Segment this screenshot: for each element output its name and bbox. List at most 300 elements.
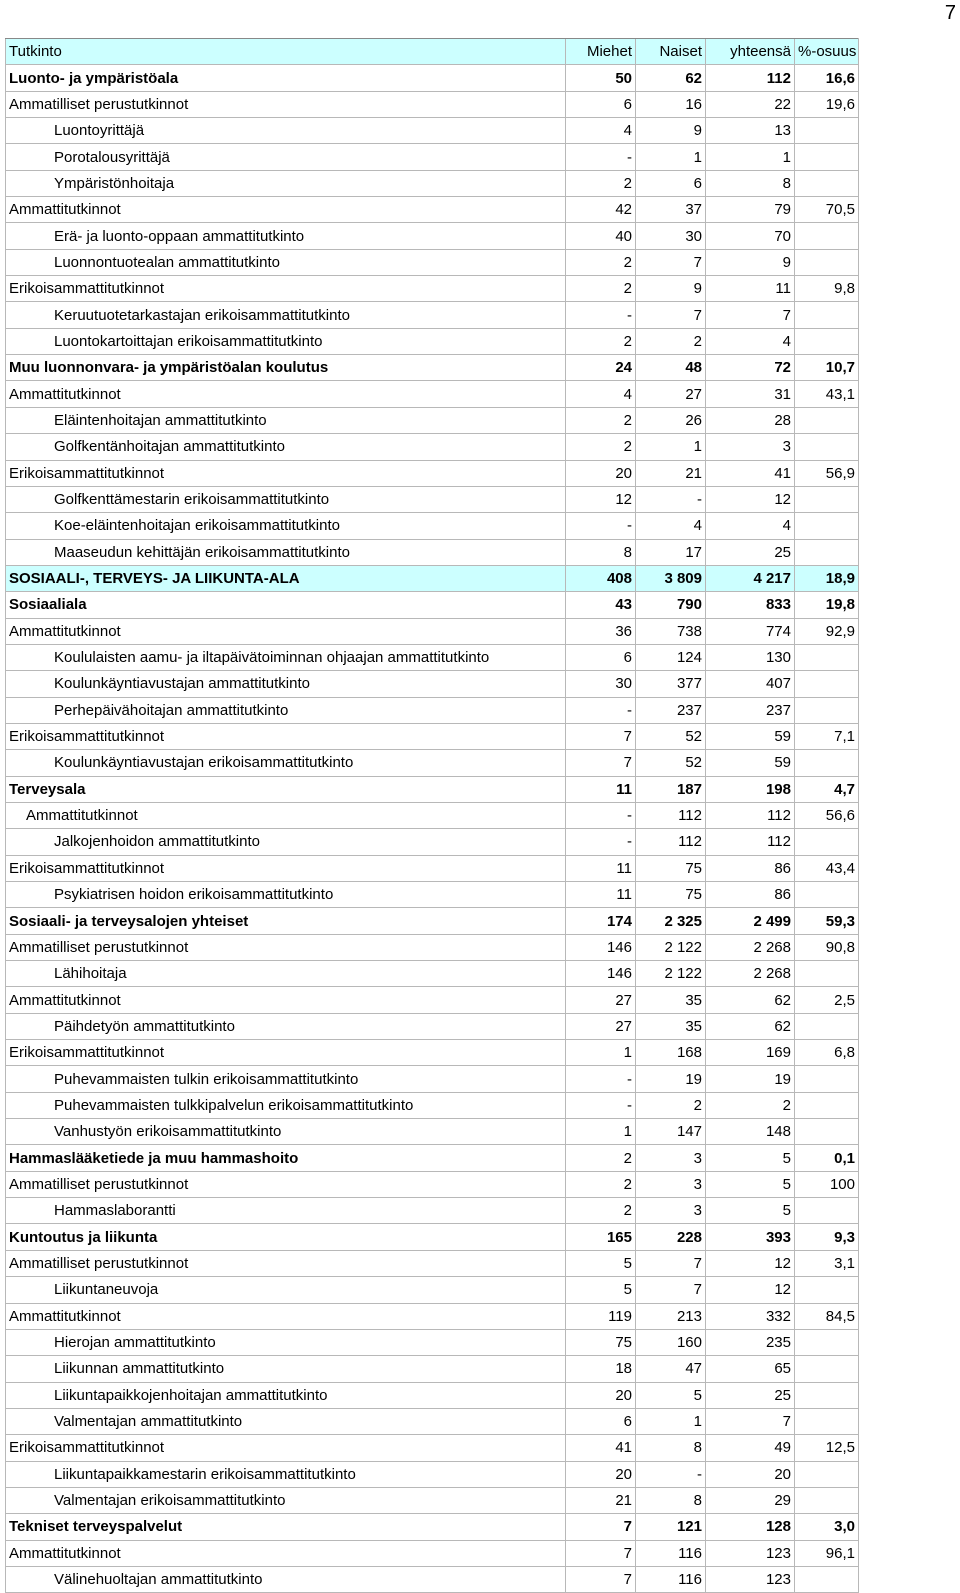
table-row	[6, 592, 859, 618]
row-degree-name: Tekniset terveyspalvelut	[6, 1514, 566, 1540]
table-body	[6, 65, 859, 1593]
row-total: 7	[706, 302, 795, 328]
row-degree-name: Sosiaaliala	[6, 592, 566, 618]
row-degree-name: Luontoyrittäjä	[6, 118, 566, 144]
row-share: 70,5	[795, 197, 859, 223]
row-share	[795, 1119, 859, 1145]
row-total: 8	[706, 170, 795, 196]
row-men: 4	[566, 381, 636, 407]
row-men: 41	[566, 1435, 636, 1461]
row-share: 3,0	[795, 1514, 859, 1540]
row-share: 90,8	[795, 934, 859, 960]
row-share: 4,7	[795, 776, 859, 802]
row-men: 7	[566, 1566, 636, 1592]
row-women: 27	[636, 381, 706, 407]
row-women: 237	[636, 697, 706, 723]
row-share	[795, 1013, 859, 1039]
table-row	[6, 802, 859, 828]
table-row	[6, 1540, 859, 1566]
table-row	[6, 644, 859, 670]
row-total: 169	[706, 1040, 795, 1066]
row-total: 20	[706, 1461, 795, 1487]
row-men: -	[566, 302, 636, 328]
row-total: 4	[706, 328, 795, 354]
row-men: -	[566, 513, 636, 539]
row-men: 6	[566, 644, 636, 670]
table-row	[6, 671, 859, 697]
row-share	[795, 144, 859, 170]
row-men: 2	[566, 1198, 636, 1224]
row-men: 2	[566, 170, 636, 196]
row-share: 56,6	[795, 802, 859, 828]
row-men: 12	[566, 486, 636, 512]
row-total: 9	[706, 249, 795, 275]
row-share: 3,1	[795, 1250, 859, 1276]
row-degree-name: Erä- ja luonto-oppaan ammattitutkinto	[6, 223, 566, 249]
row-share	[795, 328, 859, 354]
row-degree-name: Erikoisammattitutkinnot	[6, 1435, 566, 1461]
row-degree-name: Erikoisammattitutkinnot	[6, 276, 566, 302]
row-degree-name: Eläintenhoitajan ammattitutkinto	[6, 407, 566, 433]
row-women: 1	[636, 1408, 706, 1434]
row-share: 96,1	[795, 1540, 859, 1566]
row-share: 59,3	[795, 908, 859, 934]
row-total: 3	[706, 434, 795, 460]
row-degree-name: Hammaslaborantti	[6, 1198, 566, 1224]
row-degree-name: Hierojan ammattitutkinto	[6, 1329, 566, 1355]
row-share	[795, 302, 859, 328]
table-row	[6, 1303, 859, 1329]
row-degree-name: Erikoisammattitutkinnot	[6, 460, 566, 486]
table-row	[6, 118, 859, 144]
row-share: 6,8	[795, 1040, 859, 1066]
table-row	[6, 1250, 859, 1276]
row-men: 20	[566, 1382, 636, 1408]
row-degree-name: Erikoisammattitutkinnot	[6, 855, 566, 881]
row-share	[795, 644, 859, 670]
row-women: 738	[636, 618, 706, 644]
row-share: 19,6	[795, 91, 859, 117]
row-share	[795, 434, 859, 460]
row-women: 9	[636, 276, 706, 302]
table-row	[6, 328, 859, 354]
row-total: 2 268	[706, 934, 795, 960]
row-total: 5	[706, 1145, 795, 1171]
row-women: 790	[636, 592, 706, 618]
row-total: 59	[706, 750, 795, 776]
row-men: 20	[566, 460, 636, 486]
header-share: %-osuus	[795, 39, 859, 65]
row-degree-name: SOSIAALI-, TERVEYS- JA LIIKUNTA-ALA	[6, 565, 566, 591]
row-degree-name: Keruutuotetarkastajan erikoisammattitutkinto	[6, 302, 566, 328]
row-total: 86	[706, 855, 795, 881]
row-degree-name: Puhevammaisten tulkkipalvelun erikoisammattitutkinto	[6, 1092, 566, 1118]
row-total: 25	[706, 539, 795, 565]
table-row	[6, 249, 859, 275]
row-share: 43,4	[795, 855, 859, 881]
row-men: 24	[566, 355, 636, 381]
row-total: 4 217	[706, 565, 795, 591]
row-women: 2	[636, 328, 706, 354]
row-total: 12	[706, 1277, 795, 1303]
row-degree-name: Ammatilliset perustutkinnot	[6, 1171, 566, 1197]
row-women: 5	[636, 1382, 706, 1408]
row-total: 393	[706, 1224, 795, 1250]
row-total: 86	[706, 882, 795, 908]
row-share: 9,3	[795, 1224, 859, 1250]
row-degree-name: Ammattitutkinnot	[6, 1303, 566, 1329]
row-men: 18	[566, 1356, 636, 1382]
row-share	[795, 1408, 859, 1434]
row-share	[795, 1329, 859, 1355]
row-total: 1	[706, 144, 795, 170]
row-share: 84,5	[795, 1303, 859, 1329]
table-row	[6, 1119, 859, 1145]
table-row	[6, 223, 859, 249]
row-degree-name: Vanhustyön erikoisammattitutkinto	[6, 1119, 566, 1145]
row-total: 65	[706, 1356, 795, 1382]
row-degree-name: Muu luonnonvara- ja ympäristöalan koulutus	[6, 355, 566, 381]
table-row	[6, 1224, 859, 1250]
row-men: -	[566, 802, 636, 828]
row-degree-name: Porotalousyrittäjä	[6, 144, 566, 170]
row-total: 62	[706, 1013, 795, 1039]
row-women: 3 809	[636, 565, 706, 591]
row-men: 40	[566, 223, 636, 249]
row-men: 43	[566, 592, 636, 618]
row-women: 48	[636, 355, 706, 381]
row-total: 130	[706, 644, 795, 670]
row-share: 7,1	[795, 723, 859, 749]
row-share	[795, 407, 859, 433]
table-row	[6, 1092, 859, 1118]
row-women: 35	[636, 987, 706, 1013]
row-men: 2	[566, 328, 636, 354]
row-share: 92,9	[795, 618, 859, 644]
row-women: 52	[636, 723, 706, 749]
row-men: 2	[566, 434, 636, 460]
row-degree-name: Maaseudun kehittäjän erikoisammattitutkinto	[6, 539, 566, 565]
table-row	[6, 829, 859, 855]
row-total: 25	[706, 1382, 795, 1408]
row-share	[795, 513, 859, 539]
row-women: 19	[636, 1066, 706, 1092]
row-women: 8	[636, 1435, 706, 1461]
row-share: 9,8	[795, 276, 859, 302]
table-row	[6, 302, 859, 328]
row-women: 147	[636, 1119, 706, 1145]
table-row	[6, 697, 859, 723]
row-total: 12	[706, 486, 795, 512]
row-degree-name: Ammattitutkinnot	[6, 1540, 566, 1566]
row-share	[795, 1487, 859, 1513]
row-share	[795, 1461, 859, 1487]
row-men: 4	[566, 118, 636, 144]
row-total: 28	[706, 407, 795, 433]
row-women: 2 122	[636, 961, 706, 987]
row-men: 30	[566, 671, 636, 697]
row-women: 228	[636, 1224, 706, 1250]
row-total: 5	[706, 1171, 795, 1197]
table-row	[6, 91, 859, 117]
row-share: 100	[795, 1171, 859, 1197]
row-women: 116	[636, 1566, 706, 1592]
table-row	[6, 460, 859, 486]
row-women: 26	[636, 407, 706, 433]
row-men: 2	[566, 1171, 636, 1197]
row-total: 4	[706, 513, 795, 539]
row-men: -	[566, 1066, 636, 1092]
row-men: 1	[566, 1040, 636, 1066]
row-total: 112	[706, 802, 795, 828]
row-share	[795, 882, 859, 908]
row-total: 235	[706, 1329, 795, 1355]
row-women: 1	[636, 434, 706, 460]
row-women: 7	[636, 302, 706, 328]
table-row	[6, 1040, 859, 1066]
header-row	[6, 39, 859, 65]
row-men: 2	[566, 249, 636, 275]
row-total: 70	[706, 223, 795, 249]
row-women: 9	[636, 118, 706, 144]
row-share	[795, 170, 859, 196]
row-total: 79	[706, 197, 795, 223]
row-total: 7	[706, 1408, 795, 1434]
row-women: 2 122	[636, 934, 706, 960]
row-men: 36	[566, 618, 636, 644]
table-row	[6, 1013, 859, 1039]
row-women: 47	[636, 1356, 706, 1382]
row-women: 17	[636, 539, 706, 565]
row-women: 168	[636, 1040, 706, 1066]
row-share	[795, 1092, 859, 1118]
row-degree-name: Koe-eläintenhoitajan erikoisammattitutkinto	[6, 513, 566, 539]
row-total: 29	[706, 1487, 795, 1513]
row-total: 237	[706, 697, 795, 723]
table-row	[6, 1566, 859, 1592]
row-degree-name: Ammattitutkinnot	[6, 987, 566, 1013]
row-share: 43,1	[795, 381, 859, 407]
row-women: 377	[636, 671, 706, 697]
row-total: 5	[706, 1198, 795, 1224]
table-row	[6, 1198, 859, 1224]
row-men: 119	[566, 1303, 636, 1329]
row-men: 174	[566, 908, 636, 934]
row-share: 16,6	[795, 65, 859, 91]
row-women: 160	[636, 1329, 706, 1355]
row-share	[795, 486, 859, 512]
row-degree-name: Koulunkäyntiavustajan erikoisammattitutkinto	[6, 750, 566, 776]
row-women: 2 325	[636, 908, 706, 934]
row-degree-name: Lähihoitaja	[6, 961, 566, 987]
table-row	[6, 1435, 859, 1461]
row-total: 49	[706, 1435, 795, 1461]
row-women: -	[636, 486, 706, 512]
table-row	[6, 1461, 859, 1487]
table-row	[6, 1382, 859, 1408]
row-men: 27	[566, 1013, 636, 1039]
row-women: 121	[636, 1514, 706, 1540]
row-share	[795, 961, 859, 987]
page-number: 7	[944, 2, 956, 24]
row-degree-name: Ammattitutkinnot	[6, 197, 566, 223]
row-degree-name: Ammattitutkinnot	[6, 381, 566, 407]
row-share	[795, 249, 859, 275]
table-row	[6, 513, 859, 539]
row-total: 59	[706, 723, 795, 749]
row-degree-name: Sosiaali- ja terveysalojen yhteiset	[6, 908, 566, 934]
row-women: 8	[636, 1487, 706, 1513]
row-degree-name: Ympäristönhoitaja	[6, 170, 566, 196]
row-women: 52	[636, 750, 706, 776]
row-men: 2	[566, 276, 636, 302]
row-men: 6	[566, 91, 636, 117]
row-men: 8	[566, 539, 636, 565]
table-row	[6, 276, 859, 302]
table-row	[6, 407, 859, 433]
row-degree-name: Luonto- ja ympäristöala	[6, 65, 566, 91]
row-men: -	[566, 144, 636, 170]
table-row	[6, 776, 859, 802]
table-row	[6, 434, 859, 460]
row-degree-name: Terveysala	[6, 776, 566, 802]
row-women: 4	[636, 513, 706, 539]
row-share	[795, 1198, 859, 1224]
row-men: 6	[566, 1408, 636, 1434]
row-women: 6	[636, 170, 706, 196]
row-women: 3	[636, 1198, 706, 1224]
row-women: 62	[636, 65, 706, 91]
row-degree-name: Koulunkäyntiavustajan ammattitutkinto	[6, 671, 566, 697]
row-women: 16	[636, 91, 706, 117]
row-total: 31	[706, 381, 795, 407]
row-men: 5	[566, 1250, 636, 1276]
row-total: 2	[706, 1092, 795, 1118]
row-women: 21	[636, 460, 706, 486]
row-share	[795, 1356, 859, 1382]
table-row	[6, 855, 859, 881]
row-women: 35	[636, 1013, 706, 1039]
row-men: 50	[566, 65, 636, 91]
header-total: yhteensä	[706, 39, 795, 65]
header-degree: Tutkinto	[6, 39, 566, 65]
row-degree-name: Puhevammaisten tulkin erikoisammattitutkinto	[6, 1066, 566, 1092]
table-row	[6, 65, 859, 91]
row-degree-name: Luonnontuotealan ammattitutkinto	[6, 249, 566, 275]
row-total: 332	[706, 1303, 795, 1329]
row-women: 3	[636, 1145, 706, 1171]
row-share	[795, 539, 859, 565]
row-women: 75	[636, 882, 706, 908]
row-degree-name: Valmentajan ammattitutkinto	[6, 1408, 566, 1434]
row-total: 72	[706, 355, 795, 381]
row-men: 11	[566, 776, 636, 802]
row-men: 165	[566, 1224, 636, 1250]
table-row	[6, 618, 859, 644]
row-men: 146	[566, 934, 636, 960]
row-degree-name: Ammatilliset perustutkinnot	[6, 91, 566, 117]
table-row	[6, 1408, 859, 1434]
row-men: 42	[566, 197, 636, 223]
table-row	[6, 197, 859, 223]
row-share	[795, 1277, 859, 1303]
row-total: 112	[706, 829, 795, 855]
row-degree-name: Ammattitutkinnot	[6, 618, 566, 644]
row-total: 19	[706, 1066, 795, 1092]
table-row	[6, 1277, 859, 1303]
row-share	[795, 1066, 859, 1092]
row-total: 13	[706, 118, 795, 144]
row-men: 2	[566, 1145, 636, 1171]
row-men: -	[566, 1092, 636, 1118]
row-share	[795, 118, 859, 144]
table-row	[6, 908, 859, 934]
table-row	[6, 170, 859, 196]
row-total: 123	[706, 1540, 795, 1566]
row-total: 833	[706, 592, 795, 618]
row-men: 5	[566, 1277, 636, 1303]
row-total: 407	[706, 671, 795, 697]
row-share: 18,9	[795, 565, 859, 591]
row-total: 41	[706, 460, 795, 486]
row-total: 12	[706, 1250, 795, 1276]
table-row	[6, 961, 859, 987]
row-degree-name: Ammattitutkinnot	[6, 802, 566, 828]
row-share: 12,5	[795, 1435, 859, 1461]
row-share: 10,7	[795, 355, 859, 381]
row-total: 2 268	[706, 961, 795, 987]
row-women: 112	[636, 802, 706, 828]
row-men: 7	[566, 1540, 636, 1566]
row-share	[795, 750, 859, 776]
row-men: -	[566, 697, 636, 723]
table-row	[6, 1514, 859, 1540]
row-share	[795, 671, 859, 697]
table-row	[6, 1066, 859, 1092]
table-row	[6, 486, 859, 512]
row-share: 19,8	[795, 592, 859, 618]
row-men: 7	[566, 750, 636, 776]
table-row	[6, 144, 859, 170]
row-women: 7	[636, 249, 706, 275]
row-share: 2,5	[795, 987, 859, 1013]
table-row	[6, 1329, 859, 1355]
row-degree-name: Golfkentänhoitajan ammattitutkinto	[6, 434, 566, 460]
row-men: 75	[566, 1329, 636, 1355]
row-degree-name: Hammaslääketiede ja muu hammashoito	[6, 1145, 566, 1171]
row-share	[795, 1382, 859, 1408]
row-degree-name: Liikunnan ammattitutkinto	[6, 1356, 566, 1382]
row-women: 7	[636, 1277, 706, 1303]
table-row	[6, 1171, 859, 1197]
table-row	[6, 355, 859, 381]
row-degree-name: Liikuntapaikkojenhoitajan ammattitutkinto	[6, 1382, 566, 1408]
table-row	[6, 381, 859, 407]
row-men: -	[566, 829, 636, 855]
table-row	[6, 1356, 859, 1382]
row-men: 21	[566, 1487, 636, 1513]
row-men: 11	[566, 855, 636, 881]
row-degree-name: Liikuntaneuvoja	[6, 1277, 566, 1303]
row-total: 22	[706, 91, 795, 117]
row-degree-name: Koululaisten aamu- ja iltapäivätoiminnan ohjaajan ammattitutkinto	[6, 644, 566, 670]
row-women: 1	[636, 144, 706, 170]
row-women: 213	[636, 1303, 706, 1329]
row-total: 128	[706, 1514, 795, 1540]
row-degree-name: Psykiatrisen hoidon erikoisammattitutkinto	[6, 882, 566, 908]
row-degree-name: Erikoisammattitutkinnot	[6, 1040, 566, 1066]
row-degree-name: Ammatilliset perustutkinnot	[6, 1250, 566, 1276]
